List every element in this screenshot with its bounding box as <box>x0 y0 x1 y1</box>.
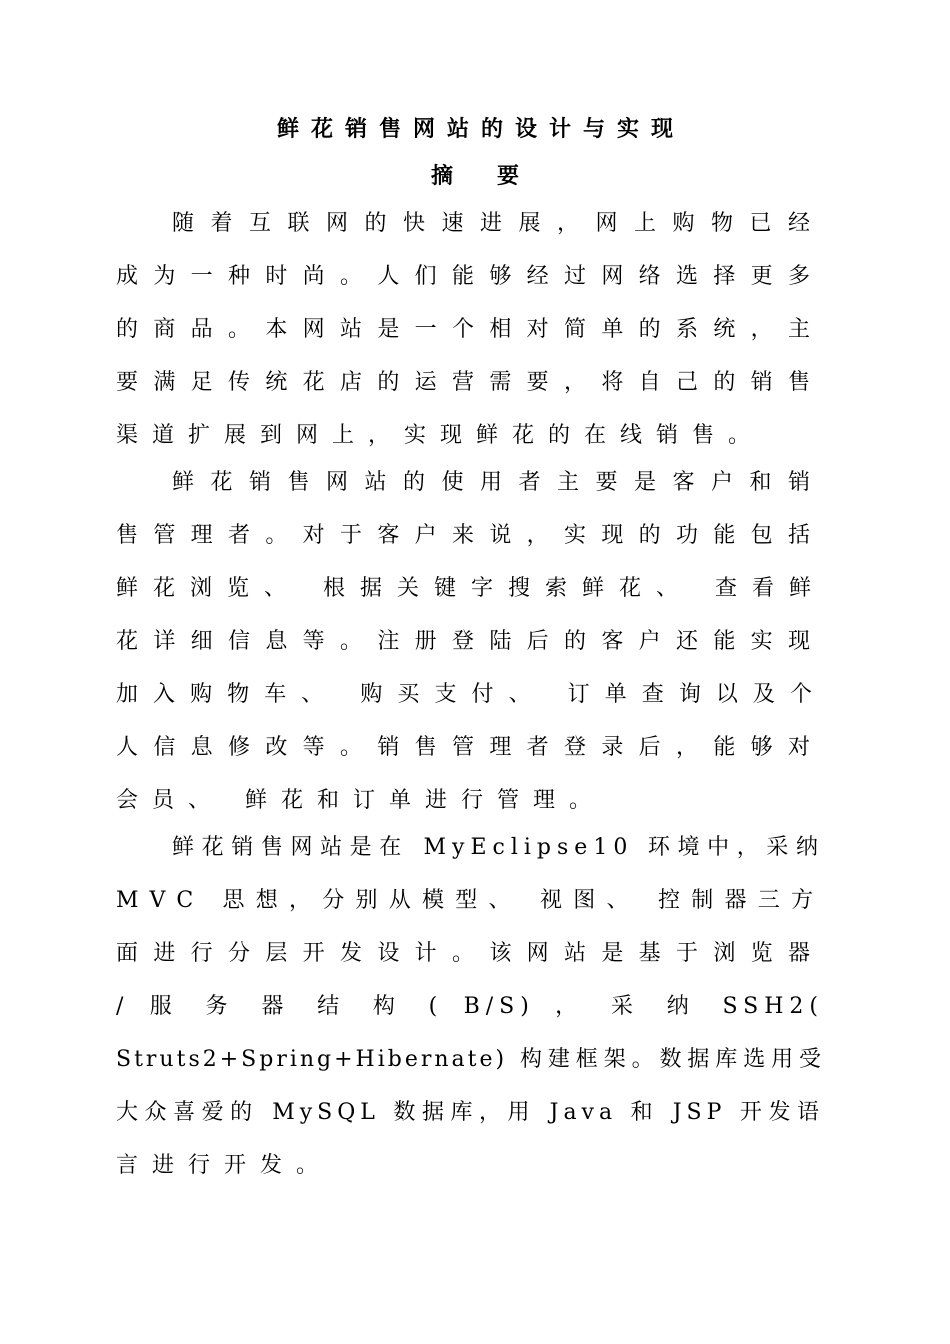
paragraph-line: 加入购物车、 购买支付、 订单查询以及个 <box>116 682 824 707</box>
paragraph-line: 鲜花浏览、 根据关键字搜索鲜花、 查看鲜 <box>116 576 824 601</box>
paragraph-line: 随着互联网的快速进展，网上购物已经 <box>172 211 824 236</box>
abstract-heading: 摘要 <box>430 164 563 189</box>
paragraph-line: 面进行分层开发设计。该网站是基于浏览器 <box>116 941 824 966</box>
paragraph-line: MVC 思想，分别从模型、 视图、 控制器三方 <box>116 888 824 913</box>
paragraph-line: 人信息修改等。销售管理者登录后，能够对 <box>116 735 824 760</box>
paragraph-line: 言进行开发。 <box>116 1153 333 1178</box>
paragraph-line: 鲜花销售网站的使用者主要是客户和销 <box>172 470 824 495</box>
paragraph-line: 成为一种时尚。人们能够经过网络选择更多 <box>116 264 824 289</box>
paragraph-line: 的商品。本网站是一个相对简单的系统，主 <box>116 317 824 342</box>
paragraph-line: / 服 务 器 结 构 ( B/S) ， 采 纳 SSH2( <box>116 994 824 1019</box>
document-title: 鲜花销售网站的设计与实现 <box>276 117 685 142</box>
paragraph-line: 售管理者。对于客户来说，实现的功能包括 <box>116 523 824 548</box>
paragraph-line: 渠道扩展到网上，实现鲜花的在线销售。 <box>116 423 765 448</box>
paragraph-line: 鲜花销售网站是在 MyEclipse10 环境中，采纳 <box>172 835 824 860</box>
paragraph-line: 大众喜爱的 MySQL 数据库，用 Java 和 JSP 开发语 <box>116 1100 824 1125</box>
paragraph-line: 花详细信息等。注册登陆后的客户还能实现 <box>116 629 824 654</box>
paragraph-line: Struts2+Spring+Hibernate) 构建框架。数据库选用受 <box>116 1047 824 1072</box>
paragraph-line: 会员、 鲜花和订单进行管理。 <box>116 788 605 813</box>
paragraph-line: 要满足传统花店的运营需要，将自己的销售 <box>116 370 824 395</box>
